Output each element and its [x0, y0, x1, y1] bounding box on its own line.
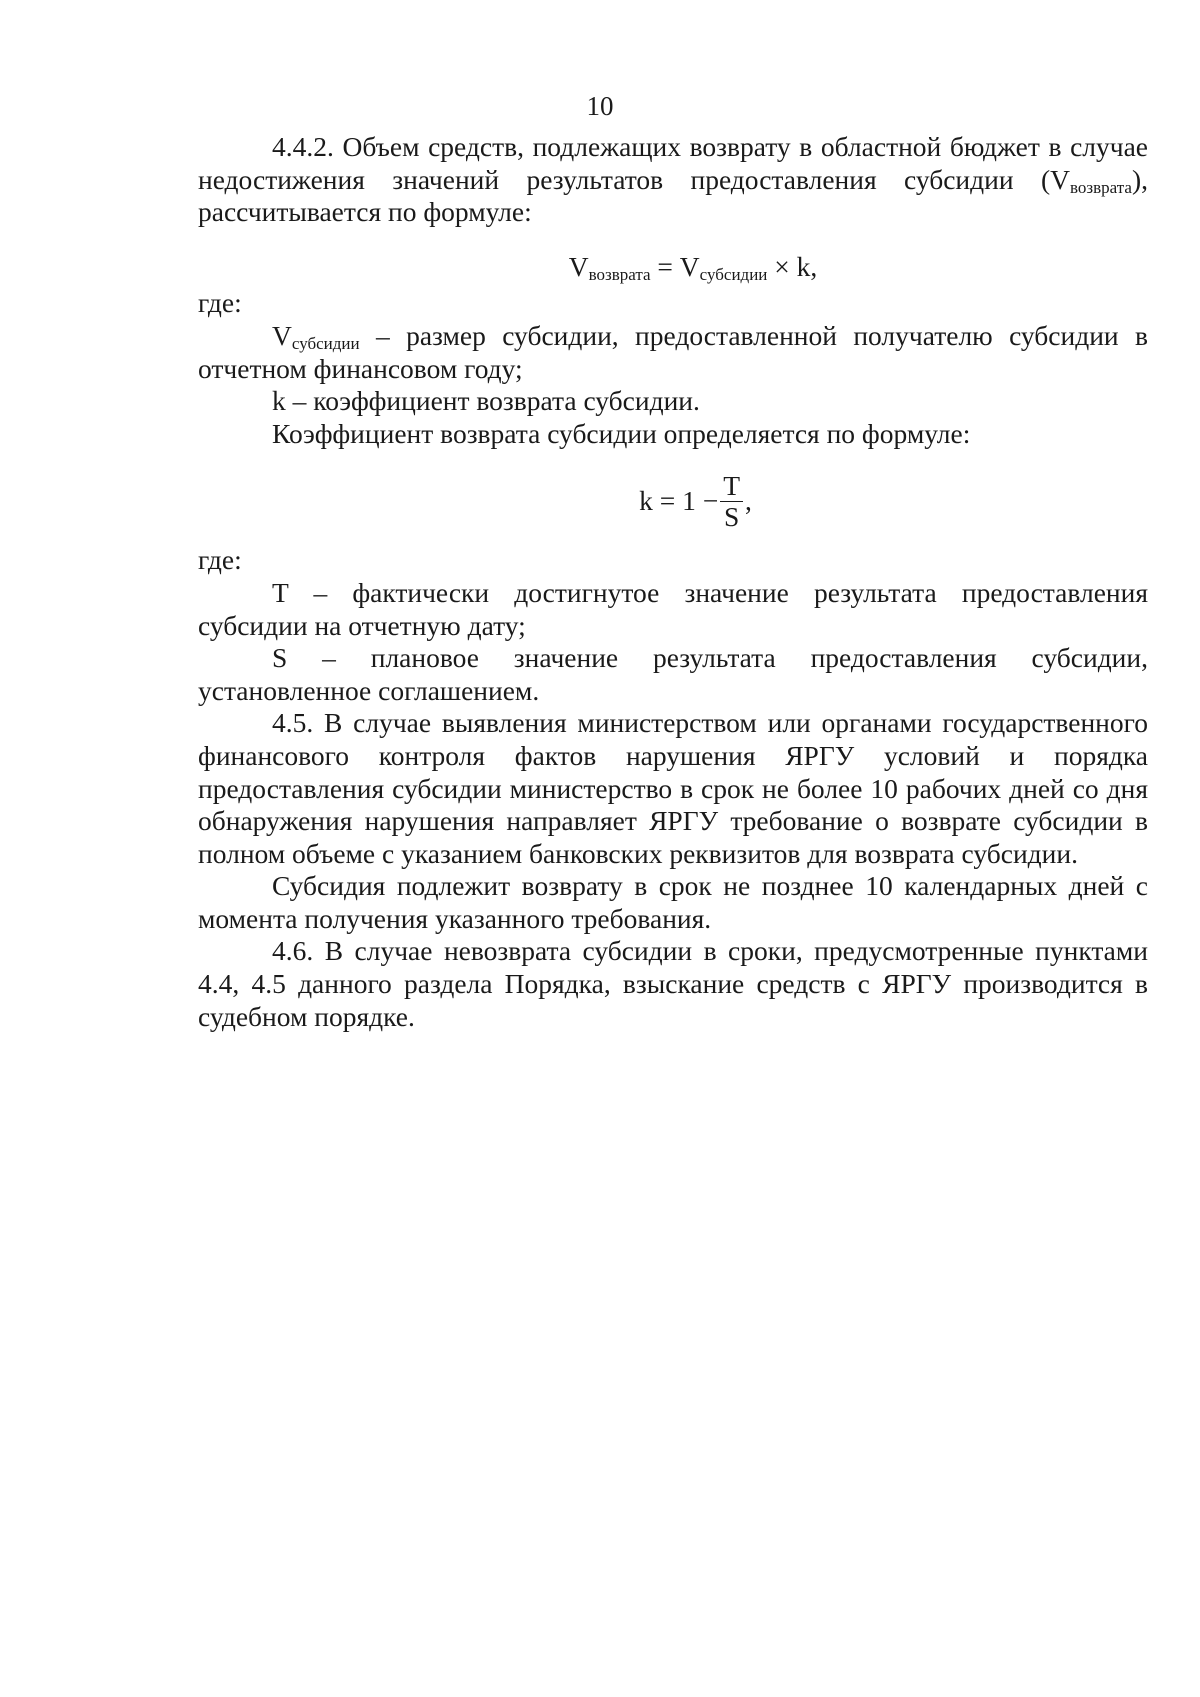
document-body: [198, 131, 1148, 1033]
where-label-2: где:: [198, 544, 242, 576]
paragraph-4-6: 4.6. В случае невозврата субсидии в сроки, предусмотренные пунктами 4.4, 4.5 данного раздела Порядка, взыскание средств с ЯРГУ производится в судебном порядке.: [198, 935, 1148, 1032]
vsub-text: – размер субсидии, предоставленной получателю субсидии в отчетном финансовом году;: [198, 319, 1148, 384]
formula-return-volume: [198, 251, 1148, 284]
fraction-numerator: T: [720, 471, 743, 502]
formula2-left: k = 1 −: [639, 485, 719, 517]
formula1-sub-subsidii: субсидии: [699, 264, 768, 284]
formula1-sub-vozvrata: возврата: [588, 264, 651, 284]
t-definition: T – фактически достигнутое значение результата предоставления субсидии на отчетную дату;: [198, 576, 1148, 641]
where-label-1: где:: [198, 287, 242, 319]
formula2-tail: ,: [745, 485, 752, 517]
k-formula-intro: Коэффициент возврата субсидии определяется по формуле:: [272, 417, 971, 449]
formula-coefficient: [198, 464, 1148, 538]
vsub-v: V: [272, 319, 292, 351]
paragraph-4-5: 4.5. В случае выявления министерством или органами государственного финансового контроля фактов нарушения ЯРГУ условий и порядка предоставления субсидии министерство в срок не более 10 рабочих дней со дня обнаружения нарушения направляет ЯРГУ требование о возврате субсидии в полном объеме с указанием банковских реквизитов для возврата субсидии.: [198, 707, 1148, 869]
k-definition: k – коэффициент возврата субсидии.: [272, 385, 700, 417]
s-definition-line2: установленное соглашением.: [198, 674, 540, 706]
fraction-denominator: S: [723, 500, 740, 532]
subscript-vozvrata: возврата: [1070, 177, 1132, 197]
paragraph-4-5-return: Субсидия подлежит возврату в срок не позднее 10 календарных дней с момента получения указанного требования.: [198, 870, 1148, 934]
formula1-rest: × k,: [767, 250, 818, 282]
vsubsidii-definition: [198, 320, 1148, 385]
paragraph-4-4-2-text: 4.4.2. Объем средств, подлежащих возврату в областной бюджет в случае недостижения значений результатов предоставления субсидии (V: [198, 131, 1148, 195]
formula1-eq: = V: [650, 250, 700, 282]
paragraph-4-4-2-end: ), рассчитывается по формуле:: [198, 163, 1148, 228]
fraction-t-over-s: [720, 471, 743, 532]
s-definition-line1: S – плановое значение результата предоставления субсидии,: [272, 642, 1148, 674]
paragraph-4-4-2: [198, 131, 1148, 229]
formula1-v: V: [568, 250, 589, 282]
vsub-subscript: субсидии: [291, 333, 360, 353]
page-number: 10: [586, 91, 614, 121]
